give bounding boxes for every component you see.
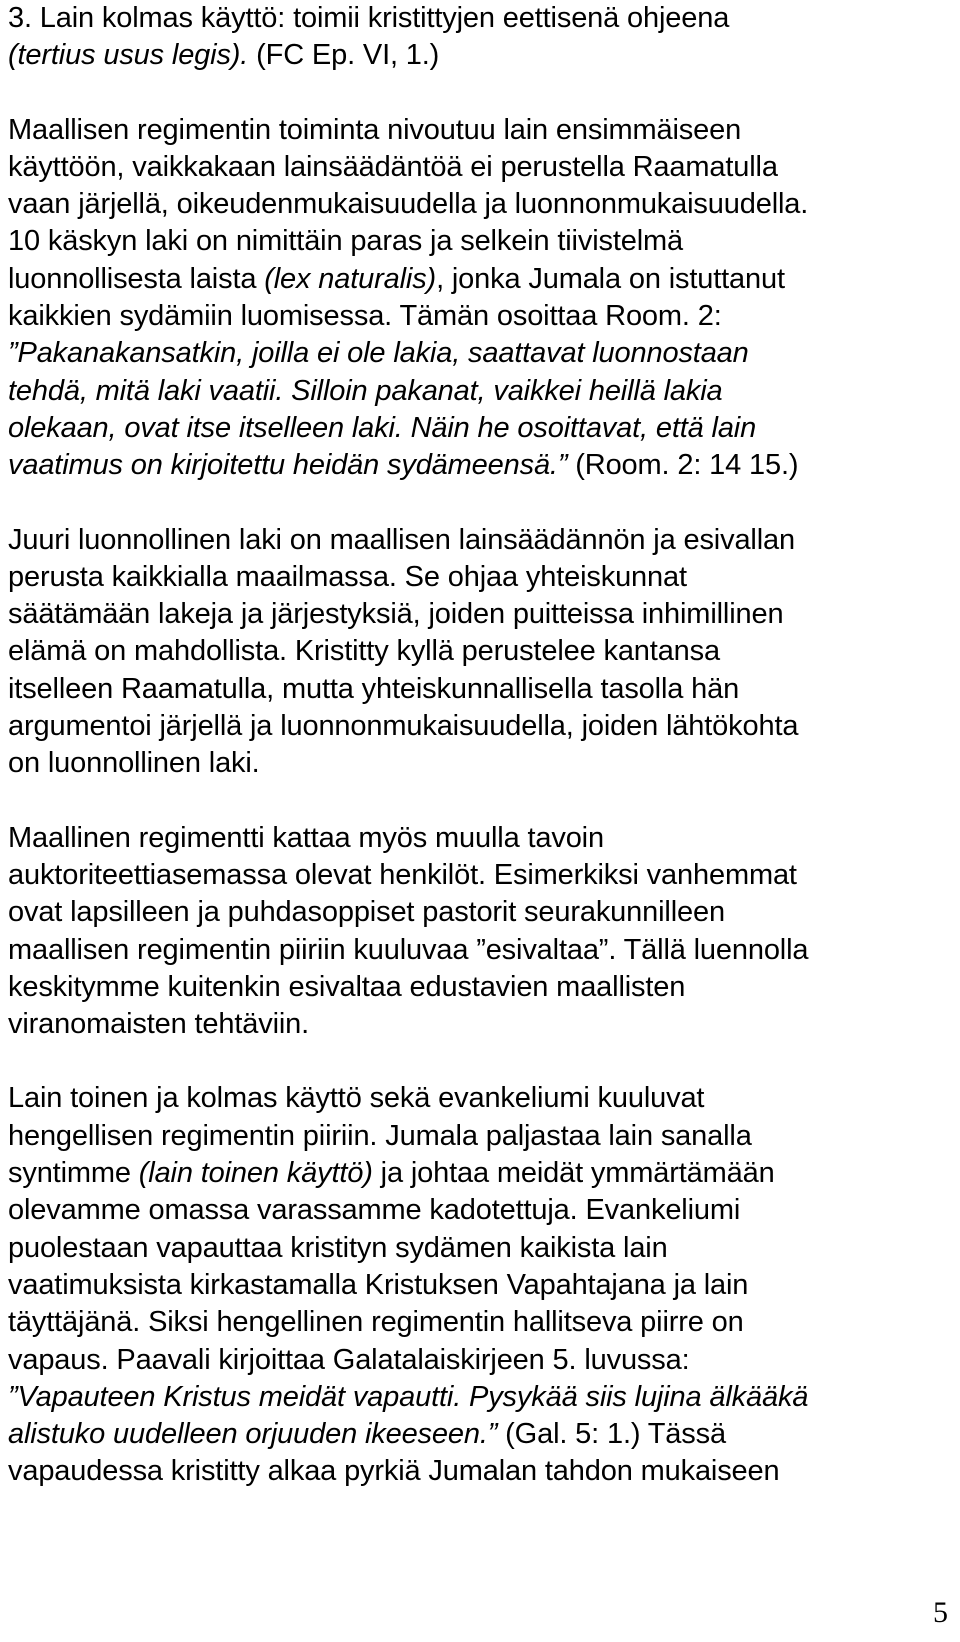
text-segment: ja johtaa meidät ymmärtämään [372,1157,775,1190]
text-line [8,1155,954,1192]
text-line: Maallinen regimentti kattaa myös muulla tavoin [8,821,604,854]
text-line: hengellisen regimentin piiriin. Jumala paljastaa lain sanalla [8,1119,752,1152]
text-segment: , jonka Jumala on istuttanut [436,262,785,295]
quote-text: ”Pakanakansatkin, joilla ei ole lakia, saattavat luonnostaan [8,337,749,370]
text-line: Lain toinen ja kolmas käyttö sekä evankeliumi kuuluvat [8,1082,705,1115]
text-line: vapaudessa kristitty alkaa pyrkiä Jumalan tahdon mukaiseen [8,1455,780,1488]
text-line: Juuri luonnollinen laki on maallisen lainsäädännön ja esivallan [8,523,795,556]
document-body [8,0,954,1528]
text-line: perusta kaikkialla maailmassa. Se ohjaa yhteiskunnat [8,560,687,593]
text-line: viranomaisten tehtäviin. [8,1008,310,1041]
text-line: puolestaan vapauttaa kristityn sydämen kaikista lain [8,1231,668,1264]
text-line: säätämään lakeja ja järjestyksiä, joiden puitteissa inhimillinen [8,598,784,631]
bible-reference: (Gal. 5: 1.) Tässä [497,1418,726,1451]
quote-text: alistuko uudelleen orjuuden ikeeseen.” [8,1418,498,1451]
heading-reference: (FC Ep. VI, 1.) [248,39,440,72]
text-line: on luonnollinen laki. [8,747,260,780]
text-segment: luonnollisesta laista [8,262,265,295]
paragraph-4 [8,1080,954,1490]
text-line: maallisen regimentin piiriin kuuluvaa ”esivaltaa”. Tällä luennolla [8,933,809,966]
text-line: 10 käskyn laki on nimittäin paras ja selkein tiivistelmä [8,225,684,258]
quote-line [8,1416,954,1453]
quote-line [8,447,954,484]
quote-line [8,335,954,372]
text-line: kaikkien sydämiin luomisessa. Tämän osoittaa Room. 2: [8,300,722,333]
text-line: vaatimuksista kirkastamalla Kristuksen Vapahtajana ja lain [8,1268,749,1301]
text-line: vapaus. Paavali kirjoittaa Galatalaiskirjeen 5. luvussa: [8,1343,690,1376]
quote-line [8,410,954,447]
heading-latin-term: (tertius usus legis). [8,39,249,72]
text-line: Maallisen regimentin toiminta nivoutuu lain ensimmäiseen [8,113,742,146]
quote-line [8,1379,954,1416]
bible-reference: (Room. 2: 14 15.) [567,449,799,482]
section-heading [8,0,954,75]
text-segment: syntimme [8,1157,139,1190]
text-line: auktoriteettiasemassa olevat henkilöt. Esimerkiksi vanhemmat [8,858,797,891]
heading-line [8,37,954,74]
latin-term: (lex naturalis) [264,262,437,295]
text-line: vaan järjellä, oikeudenmukaisuudella ja luonnonmukaisuudella. [8,188,809,221]
paragraph-1 [8,112,954,485]
heading-text: 3. Lain kolmas käyttö: toimii kristittyjen eettisenä ohjeena [8,2,730,34]
text-line: täyttäjänä. Siksi hengellinen regimentin hallitseva piirre on [8,1306,744,1339]
quote-text: ”Vapauteen Kristus meidät vapautti. Pysykää siis lujina älkääkä [8,1380,809,1413]
quote-line [8,373,954,410]
text-line: keskitymme kuitenkin esivaltaa edustavien maallisten [8,970,686,1003]
italic-term: (lain toinen käyttö) [138,1157,373,1190]
text-line: olevamme omassa varassamme kadotettuja. Evankeliumi [8,1194,741,1227]
paragraph-2 [8,522,954,783]
text-line [8,261,954,298]
heading-line [8,0,954,37]
text-line: elämä on mahdollista. Kristitty kyllä perustelee kantansa [8,635,720,668]
quote-text: olekaan, ovat itse itselleen laki. Näin he osoittavat, että lain [8,411,757,444]
paragraph-3 [8,820,954,1044]
text-line: käyttöön, vaikkakaan lainsäädäntöä ei perustella Raamatulla [8,150,778,183]
text-line: ovat lapsilleen ja puhdasoppiset pastorit seurakunnilleen [8,896,725,929]
quote-text: vaatimus on kirjoitettu heidän sydämeensä.” [8,449,568,482]
text-line: argumentoi järjellä ja luonnonmukaisuudella, joiden lähtökohta [8,710,799,743]
quote-text: tehdä, mitä laki vaatii. Silloin pakanat, vaikkei heillä lakia [8,374,723,407]
text-line: itselleen Raamatulla, mutta yhteiskunnallisella tasolla hän [8,672,740,705]
page-number: 5 [933,1596,948,1629]
